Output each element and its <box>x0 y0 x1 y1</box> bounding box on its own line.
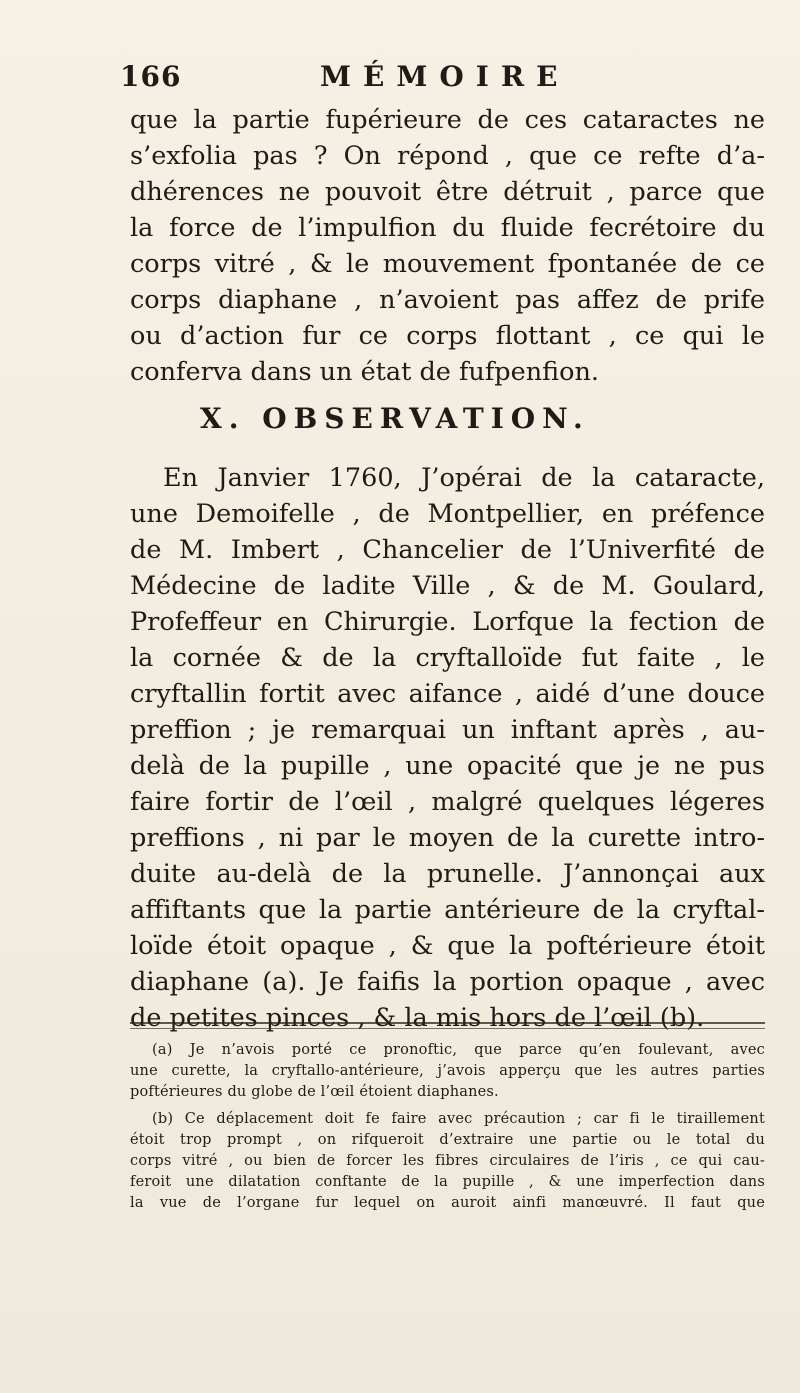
text-line: dhérences ne pouvoit être détruit , parce que <box>130 177 765 207</box>
footnote-line: (b) Ce déplacement doit fe faire avec précaution ; car fi le tiraillement <box>152 1111 765 1127</box>
footnote-line: poftérieures du globe de l’œil étoient diaphanes. <box>130 1084 499 1100</box>
text-line: faire fortir de l’œil , malgré quelques légeres <box>130 787 765 817</box>
text-line: corps vitré , & le mouvement fpontanée de ce <box>130 249 765 279</box>
text-line: Profeffeur en Chirurgie. Lorfque la fection de <box>130 607 765 637</box>
observation-paragraph <box>130 460 765 1036</box>
footnote-a <box>130 1040 765 1103</box>
text-line: la force de l’impulfion du fluide fecrétoire du <box>130 213 765 243</box>
footnotes <box>130 1040 765 1214</box>
footnote-line: feroit une dilatation conftante de la pupille , & une imperfection dans <box>130 1174 765 1190</box>
text-line: delà de la pupille , une opacité que je ne pus <box>130 751 765 781</box>
footnote-line: corps vitré , ou bien de forcer les fibres circulaires de l’iris , ce qui cau- <box>130 1153 765 1169</box>
text-line: preffions , ni par le moyen de la curette intro- <box>130 823 765 853</box>
text-line: de petites pinces , & la mis hors de l’œil (b). <box>130 1003 705 1033</box>
text-line: affiftants que la partie antérieure de la cryftal- <box>130 895 765 925</box>
text-line: preffion ; je remarquai un inftant après , au- <box>130 715 765 745</box>
text-line: diaphane (a). Je faifis la portion opaque , avec <box>130 967 765 997</box>
footnote-b <box>130 1109 765 1214</box>
text-line: une Demoifelle , de Montpellier, en préfence <box>130 499 765 529</box>
footnote-line: (a) Je n’avois porté ce pronoftic, que parce qu’en foulevant, avec <box>152 1042 765 1058</box>
text-line: En Janvier 1760, J’opérai de la cataracte, <box>163 463 765 493</box>
page-number: 166 <box>120 60 182 93</box>
footnote-line: une curette, la cryftallo-antérieure, j’avois apperçu que les autres parties <box>130 1063 765 1079</box>
text-line: la cornée & de la cryftalloïde fut faite , le <box>130 643 765 673</box>
page-header <box>120 60 680 96</box>
text-line: ou d’action fur ce corps flottant , ce qui le <box>130 321 765 351</box>
text-line: que la partie fupérieure de ces cataractes ne <box>130 105 765 135</box>
section-heading: X. OBSERVATION. <box>200 402 590 435</box>
text-line: loïde étoit opaque , & que la poftérieure étoit <box>130 931 765 961</box>
text-line: de M. Imbert , Chancelier de l’Univerfité de <box>130 535 765 565</box>
text-line: duite au-delà de la prunelle. J’annonçai aux <box>130 859 765 889</box>
text-line: s’exfolia pas ? On répond , que ce refte d’a- <box>130 141 765 171</box>
text-line: cryftallin fortit avec aifance , aidé d’une douce <box>130 679 765 709</box>
footnote-line: la vue de l’organe fur lequel on auroit ainfi manœuvré. Il faut que <box>130 1195 765 1211</box>
text-line: conferva dans un état de fufpenfion. <box>130 357 600 387</box>
text-line: corps diaphane , n’avoient pas affez de prife <box>130 285 765 315</box>
running-head: MÉMOIRE <box>320 60 570 93</box>
footnote-divider <box>130 1022 765 1029</box>
paragraph-continuation <box>130 102 765 390</box>
footnote-line: étoit trop prompt , on rifqueroit d’extraire une partie ou le total du <box>130 1132 765 1148</box>
text-line: Médecine de ladite Ville , & de M. Goulard, <box>130 571 765 601</box>
